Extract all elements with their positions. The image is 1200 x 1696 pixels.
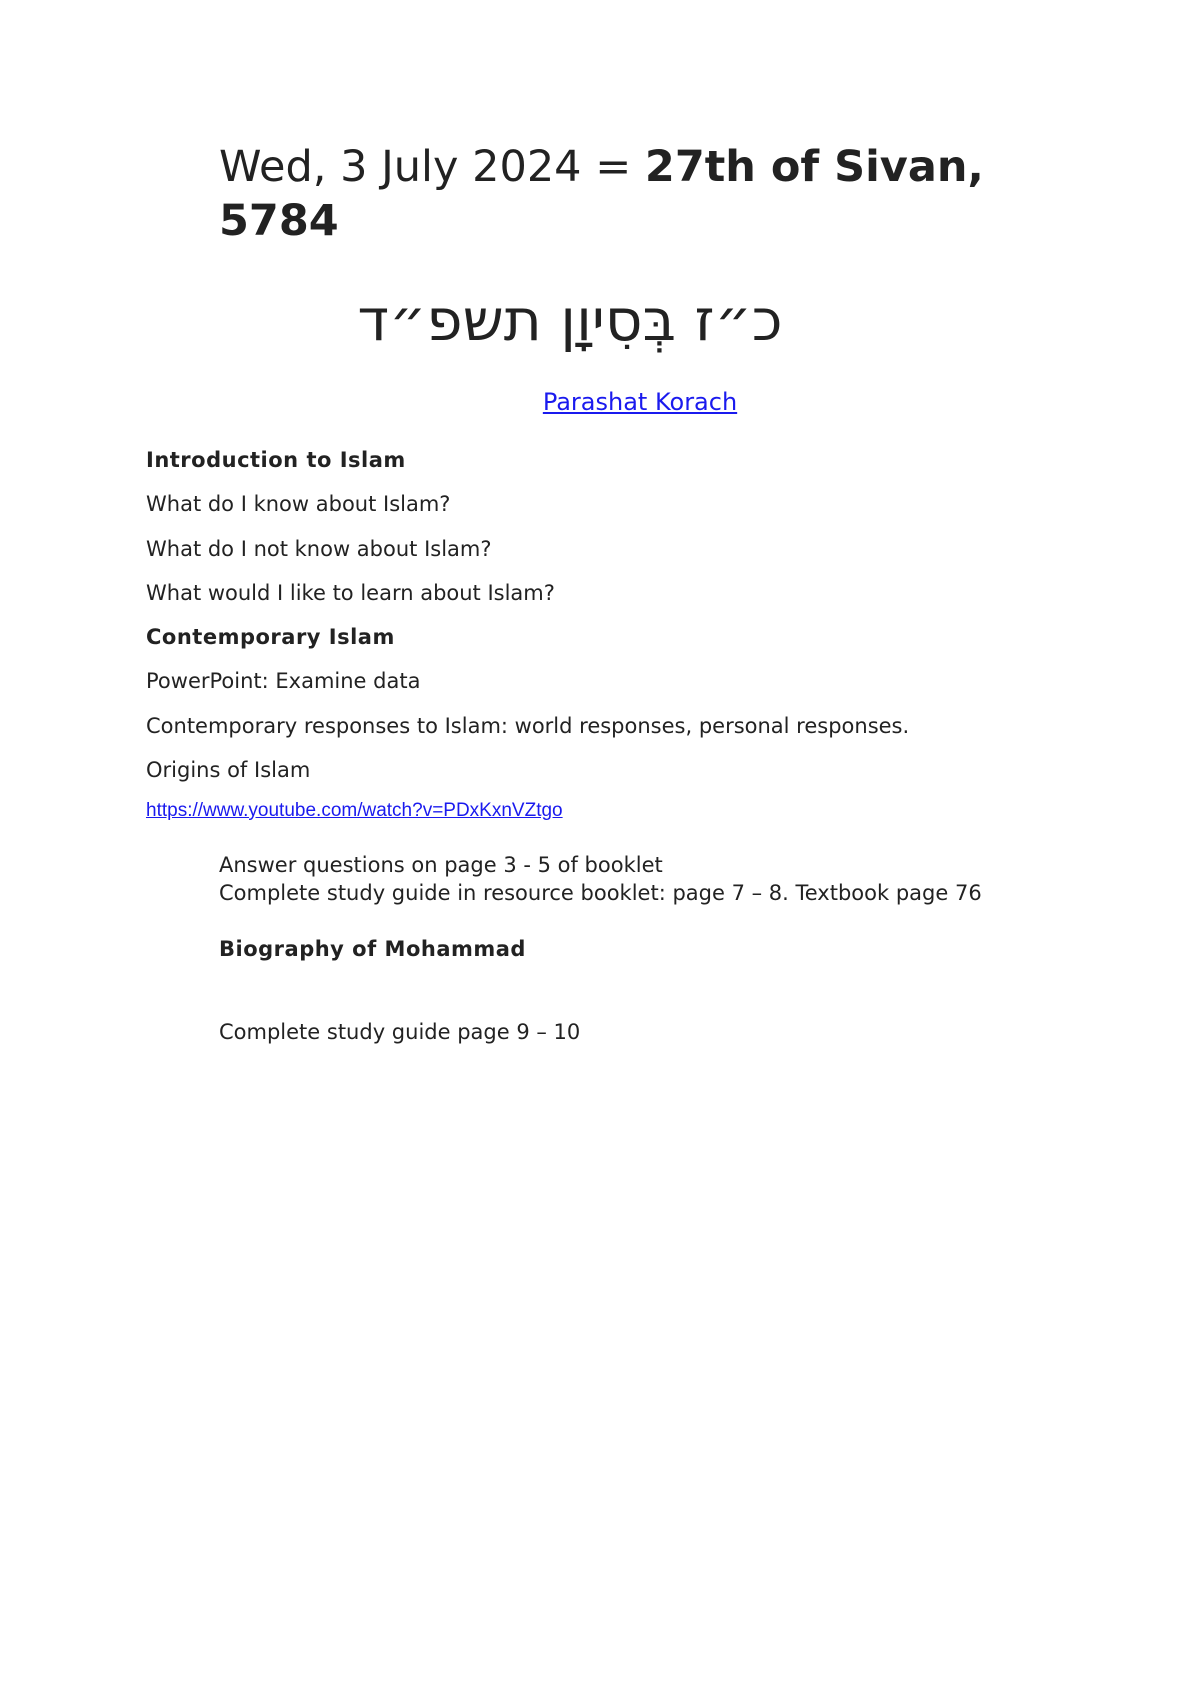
parashah-link[interactable]: Parashat Korach [542, 388, 738, 416]
gregorian-date: Wed, 3 July 2024 = [219, 142, 645, 192]
question-3: What would I like to learn about Islam? [146, 581, 555, 605]
task-booklet: Answer questions on page 3 - 5 of booklet [219, 853, 663, 877]
section-heading-biography: Biography of Mohammad [219, 937, 526, 961]
question-2: What do I not know about Islam? [146, 537, 492, 561]
hebrew-date-english: 27th of Sivan, 5784 [219, 142, 984, 246]
section-heading-intro: Introduction to Islam [146, 448, 406, 472]
item-responses: Contemporary responses to Islam: world responses, personal responses. [146, 714, 910, 738]
task-study-guide-2: Complete study guide page 9 – 10 [219, 1020, 581, 1044]
date-heading [219, 140, 1079, 248]
task-study-guide: Complete study guide in resource booklet: page 7 – 8. Textbook page 76 [219, 881, 982, 905]
item-origins: Origins of Islam [146, 758, 311, 782]
item-powerpoint: PowerPoint: Examine data [146, 669, 421, 693]
youtube-link[interactable]: https://www.youtube.com/watch?v=PDxKxnVZtgo [146, 800, 563, 821]
hebrew-date: כ״ז בְּסִיוָן תשפ״ד [357, 286, 783, 354]
parashah-line [0, 386, 1200, 418]
section-heading-contemporary: Contemporary Islam [146, 625, 395, 649]
question-1: What do I know about Islam? [146, 492, 451, 516]
